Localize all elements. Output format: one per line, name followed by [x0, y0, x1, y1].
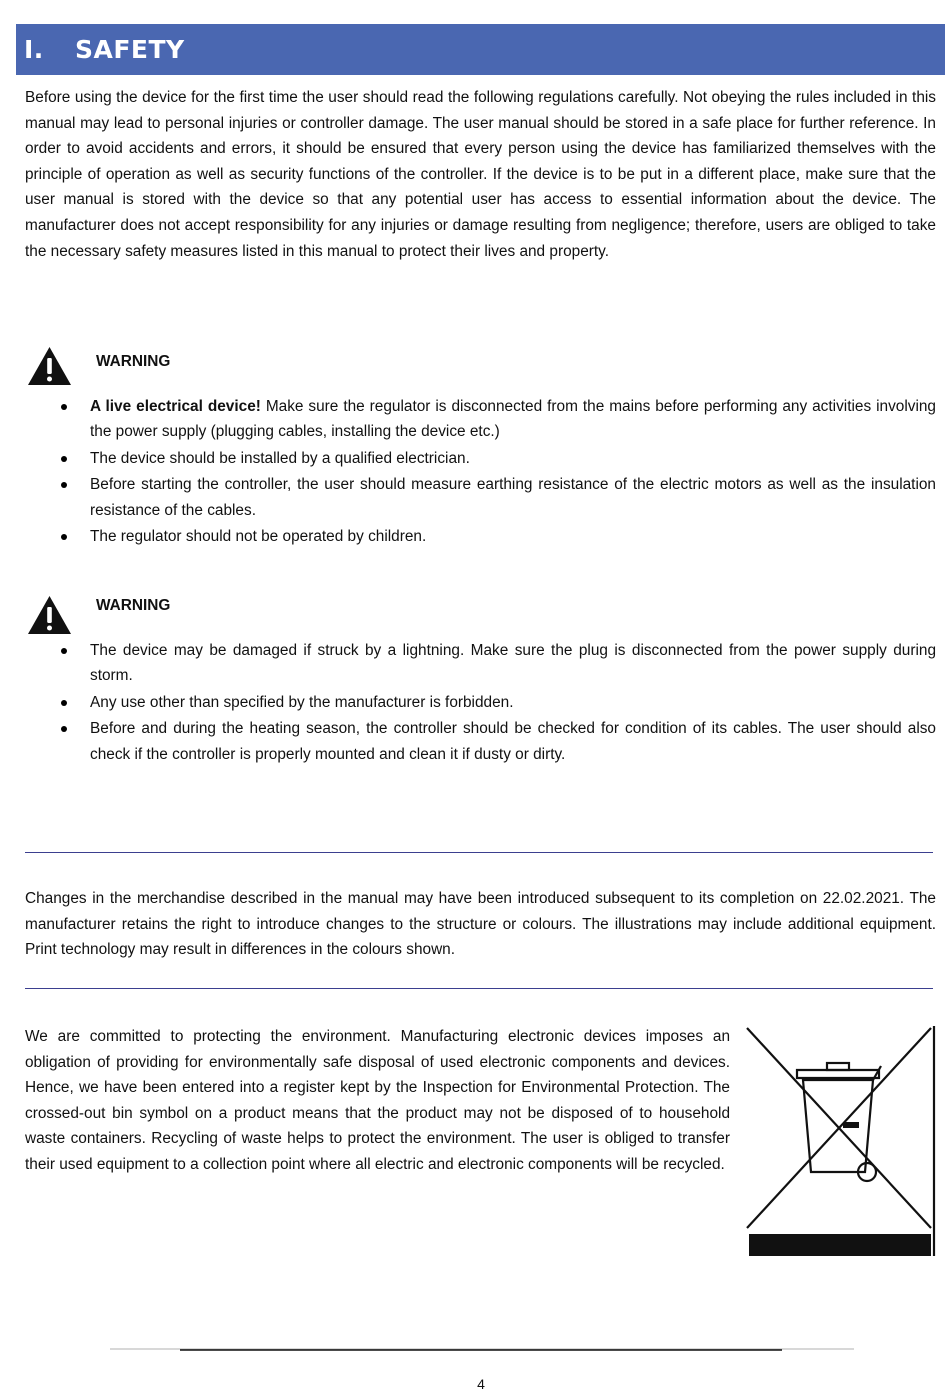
environment-note: We are committed to protecting the environment. Manufacturing electronic devices imposes an obligation of providing for environmentally safe disposal of used electronic components and devices. Hence, we have been entered into a register kept by the Inspection for Environmental Protection. The crossed-out bin symbol on a product means that the product may not be disposed of to household waste containers. Recycling of waste helps to protect the environment. The user is obliged to transfer their used equipment to a collection point where all electric and electronic components will be recycled.	[25, 1028, 730, 1173]
warning-triangle-icon	[27, 346, 72, 386]
item-text: The device should be installed by a qualified electrician.	[90, 449, 470, 467]
warning-list-2	[25, 638, 936, 768]
section-title: SAFETY	[75, 35, 185, 64]
item-text: Make sure the regulator is disconnected from the mains before performing any activities involving the power supply (plugging cables, installing the device etc.)	[90, 398, 936, 441]
intro-paragraph: Before using the device for the first time the user should read the following regulations carefully. Not obeying the rules included in this manual may lead to personal injuries or controller damage. The user manual should be stored in a safe place for further reference. In order to avoid accidents and errors, it should be ensured that every person using the device has familiarized themselves with the principle of operation as well as security functions of the controller. If the device is to be put in a different place, make sure that the user manual is stored with the device so that any potential user has access to essential information about the device. The manufacturer does not accept responsibility for any injuries or damage resulting from negligence; therefore, users are obliged to take the necessary safety measures listed in this manual to protect their lives and property.	[25, 89, 936, 260]
warning-label: WARNING	[96, 597, 171, 614]
item-text: The device may be damaged if struck by a lightning. Make sure the plug is disconnected from the power supply during storm.	[90, 642, 936, 685]
divider	[25, 988, 933, 989]
item-text: Any use other than specified by the manufacturer is forbidden.	[90, 693, 514, 711]
warning-triangle-icon	[27, 595, 72, 635]
page-number: 4	[477, 1376, 485, 1392]
list-item	[25, 690, 936, 715]
warning-label: WARNING	[96, 353, 171, 370]
crossed-out-bin-icon	[745, 1026, 937, 1258]
item-text: Before and during the heating season, the controller should be checked for condition of its cables. The user should also check if the controller is properly mounted and clean it if dusty or dirty.	[90, 720, 936, 763]
footer-rule	[110, 1348, 854, 1352]
item-text: Before starting the controller, the user should measure earthing resistance of the electric motors as well as the insulation resistance of the cables.	[90, 476, 936, 519]
item-text: The regulator should not be operated by children.	[90, 528, 427, 546]
section-header	[16, 24, 945, 75]
changes-note: Changes in the merchandise described in the manual may have been introduced subsequent to its completion on 22.02.2021. The manufacturer retains the right to introduce changes to the structure or colours. The illustrations may include additional equipment. Print technology may result in differences in the colours shown.	[25, 890, 936, 959]
divider	[25, 852, 933, 853]
section-number: I.	[24, 35, 44, 64]
list-item	[25, 394, 936, 445]
list-item	[25, 716, 936, 767]
list-item	[25, 446, 936, 471]
list-item	[25, 524, 936, 549]
bold-lead: A live electrical device!	[90, 398, 261, 415]
warning-list-1	[25, 394, 936, 550]
list-item	[25, 638, 936, 689]
list-item	[25, 472, 936, 523]
